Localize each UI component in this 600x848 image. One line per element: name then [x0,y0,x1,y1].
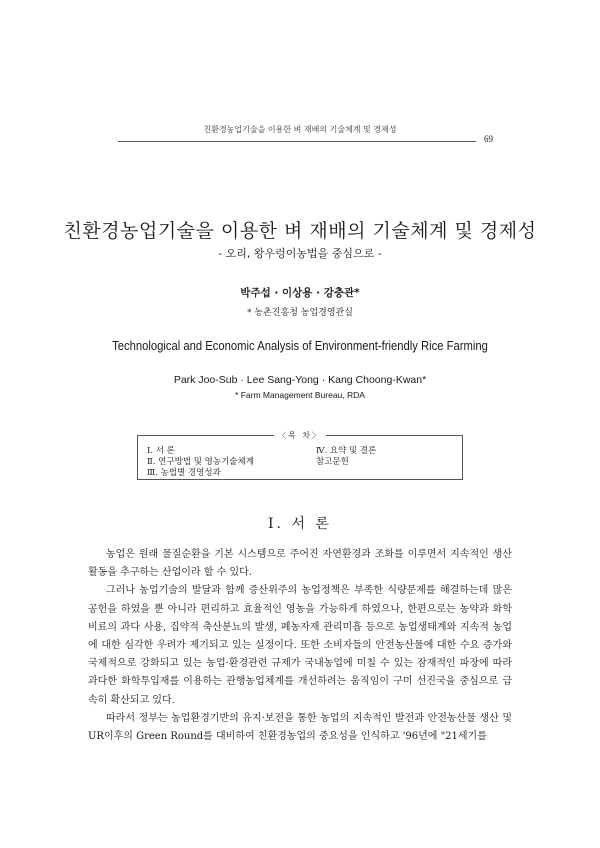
paragraph: 농업은 원래 물질순환을 기본 시스템으로 주어진 자연환경과 조화를 이루면서 지속적인 생산활동을 추구하는 산업이라 할 수 있다. [88,549,512,579]
body-text [88,546,512,746]
section-heading: Ⅰ. 서 론 [268,516,332,532]
header-rule [118,141,476,142]
running-header: 친환경농업기술을 이용한 벼 재배의 기술체계 및 경제성 [203,125,397,134]
toc-item: Ⅲ. 농법별 경영성과 [147,468,221,478]
authors: 박주섭 · 이상용 · 강충관* [240,287,360,299]
paper-title: 친환경농업기술을 이용한 벼 재배의 기술체계 및 경제성 [63,220,537,242]
affiliation: * 농촌진흥청 농업경영관실 [247,308,353,318]
paper-subtitle: - 오리, 왕우렁이농법을 중심으로 - [218,247,382,260]
toc-item: Ⅳ. 요약 및 결론 [316,446,377,456]
english-title: Technological and Economic Analysis of Environment-friendly Rice Farming [112,339,488,353]
toc-title: 〈목 차〉 [278,431,322,440]
english-affiliation: * Farm Management Bureau, RDA [235,390,365,400]
paragraph: 따라서 정부는 농업환경기반의 유지·보전을 통한 농업의 지속적인 발전과 안전농산물 생산 및 UR이후의 Green Round를 대비하여 친환경농업의 중요성을 인식하고 '96년에 "21세기를 [88,712,512,743]
table-of-contents [137,431,463,480]
page-number: 69 [484,134,493,144]
english-authors: Park Joo-Sub · Lee Sang-Yong · Kang Choong-Kwan* [173,374,427,386]
paragraph: 그러나 농업기술의 발달과 함께 증산위주의 농업정책은 부족한 식량문제를 해결하는데 많은 공헌을 하였을 뿐 아니라 편리하고 효율적인 영농을 가능하게 하였으나, 한편으로는 농약과 화학비료의 과다 사용, 집약적 축산분뇨의 발생, 폐농자재 관리미흡 등으로 농업생태계와 지속적 농업에 대한 심각한 우려가 제기되고 있는 실정이다. 또한 소비자들의 안전농산물에 대한 수요 증가와 국제적으로 강화되고 있는 농업·환경관련 규제가 국내농업에 미칠 수 있는 잠재적인 파장에 따라 과다한 화학투입재를 이용하는 관행농업체계를 개선하려는 움직임이 구미 선진국을 중심으로 급속히 확산되고 있다. [88,585,512,706]
toc-item: Ⅱ. 연구방법 및 영농기술체계 [147,457,254,467]
toc-item: Ⅰ. 서 론 [147,446,175,456]
toc-item: 참고문헌 [316,457,349,467]
